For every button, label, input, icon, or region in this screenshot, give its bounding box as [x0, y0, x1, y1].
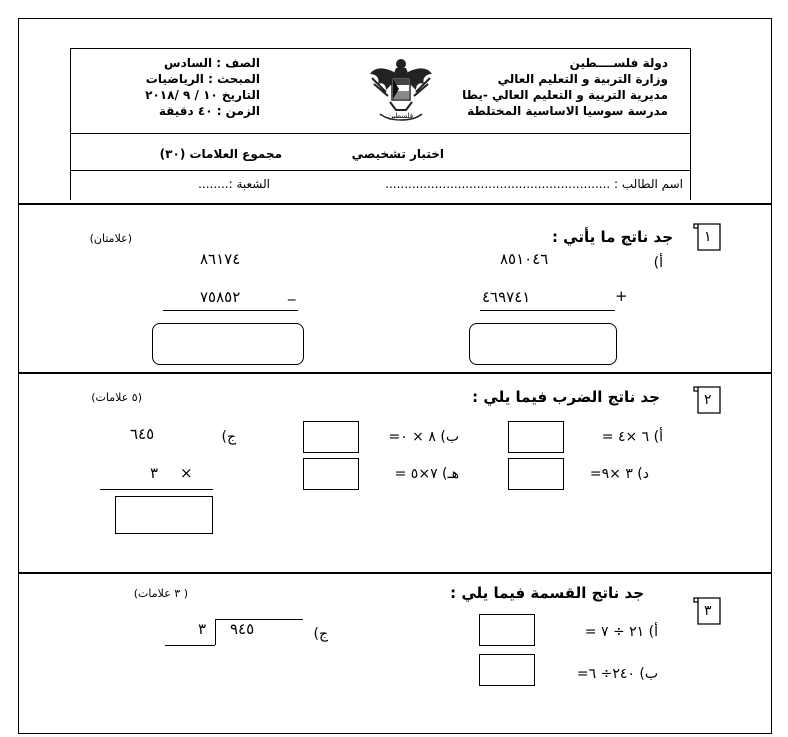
- question-2c-top: ٦٤٥: [130, 425, 155, 443]
- question-2c-rule: [100, 489, 213, 490]
- question-2-scroll: [692, 383, 724, 413]
- question-2c-answer-box[interactable]: [115, 496, 213, 534]
- question-1a-top: ٨٥١٠٤٦: [500, 250, 549, 268]
- question-3c-dividend: ٩٤٥: [230, 620, 255, 638]
- header-subject: المبحث : الرياضيات: [145, 72, 260, 86]
- question-2c-bottom: ٣: [150, 464, 159, 482]
- question-1b-answer-box[interactable]: [152, 323, 304, 365]
- question-1a-label: أ): [653, 255, 663, 271]
- question-1-number: ١: [704, 229, 712, 245]
- student-name-field: اسم الطالب : ...........................................................: [385, 177, 683, 191]
- question-1b-top: ٨٦١٧٤: [200, 250, 241, 268]
- question-1-marks: (علامتان): [89, 232, 132, 245]
- question-3c-label: ج): [313, 626, 328, 642]
- header-duration: الزمن : ٤٠ دقيقة: [158, 104, 260, 118]
- total-marks: مجموع العلامات (٣٠): [159, 147, 282, 161]
- header-divider-2: [70, 170, 691, 171]
- question-2c-operator: ×: [180, 464, 193, 482]
- question-1-scroll: [692, 220, 724, 250]
- header-ministry: وزارة التربية و التعليم العالي: [497, 72, 668, 86]
- question-2-title: جد ناتج الضرب فيما يلي :: [472, 388, 660, 406]
- question-1b-rule: [163, 310, 298, 311]
- header-country: دولة فلســــطين: [569, 56, 668, 70]
- exam-title: اختبار تشخيصي: [351, 147, 444, 161]
- question-3-marks: ( ٣ علامات): [133, 587, 188, 600]
- section-divider-2: [18, 372, 772, 374]
- question-2d-answer-box[interactable]: [508, 458, 564, 490]
- question-3c-bracket-vertical: [215, 619, 216, 645]
- question-1a-answer-box[interactable]: [469, 323, 617, 365]
- section-divider-3: [18, 572, 772, 574]
- question-2a: أ) ٦ ×٤ =: [601, 429, 663, 445]
- emblem-caption: فلسطين: [388, 112, 414, 120]
- question-2-number: ٢: [704, 392, 712, 408]
- question-3-title: جد ناتج القسمة فيما يلي :: [450, 584, 644, 602]
- header-divider-1: [70, 133, 691, 134]
- header-date: التاريخ ١٠ / ٩ /٢٠١٨: [145, 88, 260, 102]
- question-3c-underline: [165, 645, 215, 646]
- question-3b-answer-box[interactable]: [479, 654, 535, 686]
- question-2a-answer-box[interactable]: [508, 421, 564, 453]
- question-2d: د) ٣ ×٩=: [589, 466, 649, 482]
- question-2b: ب) ٨ × ٠=: [388, 429, 459, 445]
- palestine-eagle-emblem-icon: [366, 52, 436, 124]
- section-field: الشعبة :........: [198, 177, 270, 191]
- question-2c-label: ج): [221, 429, 236, 445]
- question-1-title: جد ناتج ما يأتي :: [551, 228, 673, 246]
- question-3-number: ٣: [704, 603, 712, 619]
- header-school: مدرسة سوسيا الاساسية المختلطة: [467, 104, 668, 118]
- section-divider-1: [18, 203, 772, 205]
- question-2e: هـ) ٧×٥ =: [394, 466, 459, 482]
- header-grade: الصف : السادس: [164, 56, 260, 70]
- question-3c-bracket-top: [215, 619, 303, 620]
- question-2b-answer-box[interactable]: [303, 421, 359, 453]
- question-3b: ب) ٢٤٠÷ ٦=: [576, 666, 658, 682]
- question-3-scroll: [692, 594, 724, 624]
- header-directorate: مديرية التربية و التعليم العالي -يطا: [462, 88, 668, 102]
- question-1a-bottom: ٤٦٩٧٤١: [482, 288, 531, 306]
- question-1a-operator: +: [615, 287, 628, 305]
- question-2-marks: (٥ علامات): [91, 391, 142, 404]
- question-3a-answer-box[interactable]: [479, 614, 535, 646]
- question-1a-rule: [480, 310, 615, 311]
- question-2e-answer-box[interactable]: [303, 458, 359, 490]
- question-3c-divisor: ٣: [198, 620, 207, 638]
- question-1b-operator: _: [288, 283, 296, 301]
- question-1b-bottom: ٧٥٨٥٢: [200, 288, 241, 306]
- question-3a: أ) ٢١ ÷ ٧ =: [584, 624, 658, 640]
